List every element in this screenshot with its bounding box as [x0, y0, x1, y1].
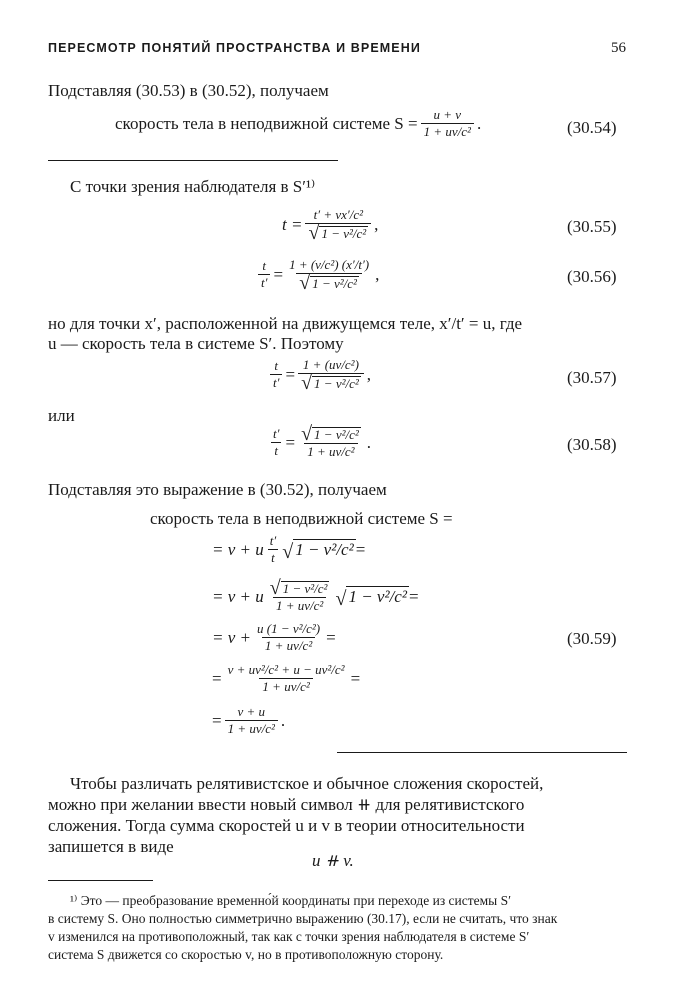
paragraph-3-line-2: u — скорость тела в системе S′. Поэтому [48, 334, 344, 353]
eq59-line-3-suffix: = [326, 627, 336, 647]
eq59-line-5-prefix: = [212, 710, 222, 730]
eq56-number: (30.56) [567, 267, 617, 286]
eq59-line-1-denominator: t [268, 549, 278, 565]
eq59-line-5 [212, 705, 285, 736]
eq58-denominator: 1 + uv/c² [304, 443, 357, 459]
eq59-line-2-num-radical-sign: √ [269, 577, 281, 599]
eq54-numerator: u + v [433, 107, 462, 122]
page-number: 56 [611, 40, 626, 56]
paragraph-6-line-4: запишется в виде [48, 837, 174, 856]
paragraph-4: или [48, 406, 75, 425]
eq59-line-4-denominator: 1 + uv/c² [259, 678, 312, 694]
eq55-denominator [305, 222, 371, 244]
equation-30-56 [255, 257, 380, 294]
eq59-line-3-denominator: 1 + uv/c² [262, 637, 315, 653]
eq54-denominator: 1 + uv/c² [421, 123, 474, 139]
eq59-intro: скорость тела в неподвижной системе S = [150, 509, 453, 528]
eq56-numerator: 1 + (v/c²) (x′/t′) [289, 257, 370, 272]
eq55-suffix: , [374, 214, 379, 234]
eq59-line-1-radical-sign: √ [282, 541, 294, 563]
separator-rule-1 [48, 160, 338, 161]
eq59-line-2-denominator: 1 + uv/c² [273, 597, 326, 613]
paragraph-3-line-1: но для точки x′, расположенной на движущемся теле, x′/t′ = u, где [48, 314, 523, 333]
eq59-line-5-numerator: v + u [237, 704, 266, 719]
eq59-line-2-prefix: = v + u [212, 586, 264, 606]
footnote-line-3: v изменился на противоположный, так как с точки зрения наблюдателя в системе S′ [48, 929, 530, 944]
eq59-line-1-root [282, 539, 355, 563]
eq59-number: (30.59) [567, 629, 617, 648]
eq57-denominator [298, 372, 364, 394]
sum-notation: u ⧺ v. [312, 851, 354, 870]
paragraph-2: С точки зрения наблюдателя в S′¹⁾ [70, 177, 316, 196]
eq57-radicand: 1 − v²/c² [314, 376, 359, 391]
equation-30-55 [282, 207, 379, 244]
eq56-suffix: , [375, 264, 380, 284]
eq56-lhs-denominator: t′ [258, 274, 270, 290]
separator-rule-2 [337, 752, 627, 753]
paragraph-1: Подставляя (30.53) в (30.52), получаем [48, 81, 329, 100]
footnote-line-2: в систему S. Оно полностью симметрично выражению (30.17), если не считать, что знак [48, 911, 558, 926]
footnote-line-1: ¹⁾ Это — преобразование временно́й координаты при переходе из системы S′ [70, 893, 512, 908]
eq59-line-2-num-radicand: 1 − v²/c² [282, 581, 328, 596]
eq59-line-4-fraction [225, 663, 348, 694]
eq58-fraction [298, 423, 364, 459]
eq55-numerator: t′ + vx′/c² [313, 207, 364, 222]
eq58-radical-sign: √ [301, 423, 313, 445]
eq58-equals: = [285, 432, 296, 452]
footnote-rule [48, 880, 153, 881]
eq57-lhs-denominator: t′ [270, 374, 282, 390]
eq59-line-4-prefix: = [212, 668, 222, 688]
eq59-line-4 [212, 663, 360, 694]
eq59-line-3-prefix: = v + [212, 627, 251, 647]
eq59-line-1-prefix: = v + u [212, 539, 264, 559]
eq59-line-2-fraction [267, 577, 333, 613]
eq55-radical-sign: √ [308, 222, 320, 244]
eq59-line-2 [212, 577, 419, 613]
eq54-suffix: . [476, 113, 482, 133]
eq54-number: (30.54) [567, 118, 617, 137]
running-header: ПЕРЕСМОТР ПОНЯТИЙ ПРОСТРАНСТВА И ВРЕМЕНИ [48, 41, 421, 55]
eq59-line-2-radical-sign: √ [335, 588, 347, 610]
eq59-line-1-radicand: 1 − v²/c² [295, 540, 354, 559]
eq59-line-5-fraction [225, 705, 278, 736]
eq58-suffix: . [366, 432, 372, 452]
equation-30-54 [115, 108, 481, 139]
eq59-line-5-denominator: 1 + uv/c² [225, 720, 278, 736]
eq57-numerator: 1 + (uv/c²) [302, 357, 359, 372]
eq59-line-1-suffix: = [355, 539, 366, 559]
eq57-suffix: , [366, 364, 372, 384]
eq59-line-4-numerator: v + uv²/c² + u − uv²/c² [227, 662, 345, 677]
eq57-lhs-numerator: t [274, 358, 279, 373]
paragraph-6-line-3: сложения. Тогда сумма скоростей u и v в теории относительности [48, 816, 525, 835]
eq58-lhs-numerator: t′ [273, 426, 280, 441]
paragraph-6-line-2: можно при желании ввести новый символ ⧺ для релятивистского [48, 795, 525, 814]
eq59-line-1-numerator: t′ [269, 533, 277, 548]
eq58-number: (30.58) [567, 435, 617, 454]
eq59-line-1 [212, 534, 365, 565]
eq59-line-5-suffix: . [280, 710, 286, 730]
eq58-numerator [298, 423, 364, 445]
eq59-line-2-suffix: = [408, 586, 419, 606]
equation-30-57 [267, 357, 372, 394]
eq55-radicand: 1 − v²/c² [321, 226, 367, 241]
eq58-lhs-fraction [270, 427, 282, 458]
paragraph-5: Подставляя это выражение в (30.52), получаем [48, 480, 387, 499]
eq56-fraction [286, 257, 372, 294]
eq56-lhs-numerator: t [262, 258, 267, 273]
eq59-line-3-numerator: u (1 − v²/c²) [257, 621, 321, 636]
eq56-denominator [296, 272, 362, 294]
eq57-lhs-fraction [270, 359, 282, 390]
eq58-lhs-denominator: t [271, 442, 281, 458]
eq56-equals: = [273, 264, 284, 284]
eq56-lhs-fraction [258, 259, 270, 290]
footnote-line-4: система S движется со скоростью v, но в противоположную сторону. [48, 947, 444, 962]
eq54-fraction [421, 108, 474, 139]
eq58-radicand: 1 − v²/c² [314, 427, 359, 442]
eq59-line-3-fraction [254, 622, 323, 653]
eq57-fraction [298, 357, 364, 394]
eq54-prefix: скорость тела в неподвижной системе S = [115, 113, 418, 133]
eq56-radical-sign: √ [299, 272, 311, 294]
eq57-equals: = [285, 364, 296, 384]
equation-30-58 [267, 423, 372, 459]
eq55-lhs: t = [282, 214, 303, 234]
eq59-line-4-suffix: = [350, 668, 361, 688]
eq59-line-3 [212, 622, 336, 653]
eq59-line-2-numerator [267, 577, 333, 599]
eq55-number: (30.55) [567, 217, 617, 236]
eq59-line-1-fraction [267, 534, 279, 565]
eq59-line-2-root [335, 586, 408, 610]
paragraph-6-line-1: Чтобы различать релятивистское и обычное сложения скоростей, [70, 774, 544, 793]
eq55-fraction [305, 207, 371, 244]
eq57-radical-sign: √ [301, 372, 313, 394]
eq56-radicand: 1 − v²/c² [312, 276, 357, 291]
eq59-line-2-radicand: 1 − v²/c² [348, 587, 407, 606]
eq57-number: (30.57) [567, 368, 617, 387]
